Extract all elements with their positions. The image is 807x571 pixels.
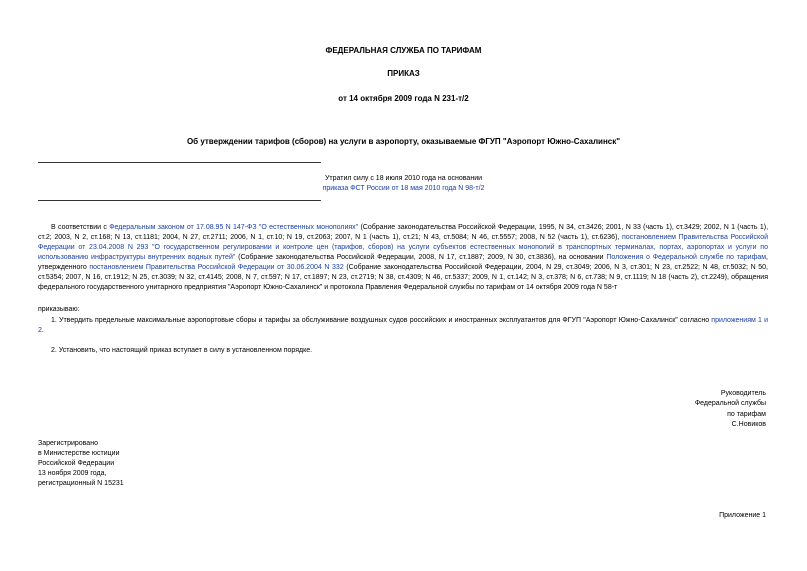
preamble-paragraph bbox=[38, 223, 768, 293]
preamble-text-5: (Собрание законодательства Российской Федерации, 2004, N 29, ст.3049; 2006, N 3, ст.301; N 23, ст.2522; N 48, ст.5032; N 50, ст.5354; 2007, N 16, ст.1912; N 25, ст.3039; N 32, ст.4145; 2008, N 7, ст.597; N 17, ст.1897; N 23, ст.2719; N 38, ст.4309; N 46, ст.5337; 2009, N 1, ст.142; N 3, ст.378; N 6, ст.738; N 9, ст.1119; N 18 (часть 2), ст.2249), обращения федерального государственного унитарного предприятия "Аэропорт Южно-Сахалинск" и протокола Правления Федеральной службы по тарифам от 14 октября 2009 года N 58-т bbox=[38, 264, 768, 291]
registration-line-5: регистрационный N 15231 bbox=[38, 480, 124, 487]
item-1-text: 1. Утвердить предельные максимальные аэропортовые сборы и тарифы за обслуживание воздушных судов российских и иностранных эксплуатантов для ФГУП "Аэропорт Южно-Сахалинск" согласно bbox=[51, 317, 712, 324]
government-decree-332-link[interactable]: постановлением Правительства Российской Федерации от 30.06.2004 N 332 bbox=[89, 264, 344, 271]
agency-heading: ФЕДЕРАЛЬНАЯ СЛУЖБА ПО ТАРИФАМ bbox=[325, 46, 482, 55]
registration-line-4: 13 ноября 2009 года, bbox=[38, 470, 107, 477]
appendices-link[interactable]: приложениям 1 и 2 bbox=[38, 317, 768, 334]
signature-line-2: Федеральной службы bbox=[694, 400, 766, 408]
federal-law-link[interactable]: Федеральным законом от 17.08.95 N 147-ФЗ "О естественных монополиях" bbox=[109, 224, 359, 231]
registration-line-1: Зарегистрировано bbox=[38, 440, 98, 447]
preamble-text-2: (Собрание законодательства Российской Федерации, 1995, N 34, ст.3426; 2001, N 33 (часть 1), ст.3429; 2002, N 1 (часть 1), ст.2; 2003, N 2, ст.168; N 13, ст.1181; 2004, N 27, ст.2711; 2006, N 1, ст.10; N 19, ст.2063; 2007, N 1 (часть 1), ст.21; N 43, ст.5084; N 46, ст.5557; 2008, N 52 (часть 1), ст.6236), bbox=[38, 224, 769, 241]
registration-line-3: Российской Федерации bbox=[38, 460, 115, 467]
preamble-text-3: (Собрание законодательства Российской Федерации, 2008, N 17, ст.1887; 2009, N 30, ст.3836), на основании bbox=[235, 254, 607, 261]
registration-block bbox=[38, 439, 124, 489]
preamble-text-4: , утвержденного bbox=[38, 254, 768, 271]
doc-date-number: от 14 октября 2009 года N 231-т/2 bbox=[338, 94, 469, 103]
appendix-label: Приложение 1 bbox=[719, 512, 766, 519]
signature-line-1: Руководитель bbox=[720, 390, 766, 397]
fst-regulation-link[interactable]: Положения о Федеральной службе по тарифам bbox=[606, 254, 767, 261]
order-word: приказываю: bbox=[38, 306, 80, 313]
item-1 bbox=[38, 316, 768, 336]
separator-line-top bbox=[38, 162, 321, 163]
government-decree-293-link[interactable]: постановлением Правительства Российской Федерации от 23.04.2008 N 293 "О государственном регулировании и контроле цен (тарифов, сборов) на услуги субъектов естественных монополий в транспортных терминалах, портах, аэропортах и услуги по использованию инфраструктуры внутренних водных путей" bbox=[38, 234, 769, 261]
status-note: Утратил силу с 18 июля 2010 года на основании bbox=[324, 175, 483, 182]
preamble-text-1: В соответствии с bbox=[51, 224, 110, 231]
doc-title: Об утверждении тарифов (сборов) на услуги в аэропорту, оказываемые ФГУП "Аэропорт Южно-Сахалинск" bbox=[186, 137, 621, 146]
separator-line-bottom bbox=[38, 200, 321, 201]
signature-line-3: по тарифам bbox=[727, 410, 766, 418]
registration-line-2: в Министерстве юстиции bbox=[38, 450, 120, 457]
doc-type-heading: ПРИКАЗ bbox=[387, 69, 420, 78]
signature-block bbox=[695, 389, 766, 430]
item-2: 2. Установить, что настоящий приказ вступает в силу в установленном порядке. bbox=[51, 347, 313, 354]
item-1-end: . bbox=[41, 327, 44, 334]
signature-line-4: С.Новиков bbox=[731, 420, 766, 428]
repeal-order-link[interactable]: приказа ФСТ России от 18 мая 2010 года N 98-т/2 bbox=[322, 185, 485, 192]
status-note-link-row bbox=[0, 185, 807, 192]
